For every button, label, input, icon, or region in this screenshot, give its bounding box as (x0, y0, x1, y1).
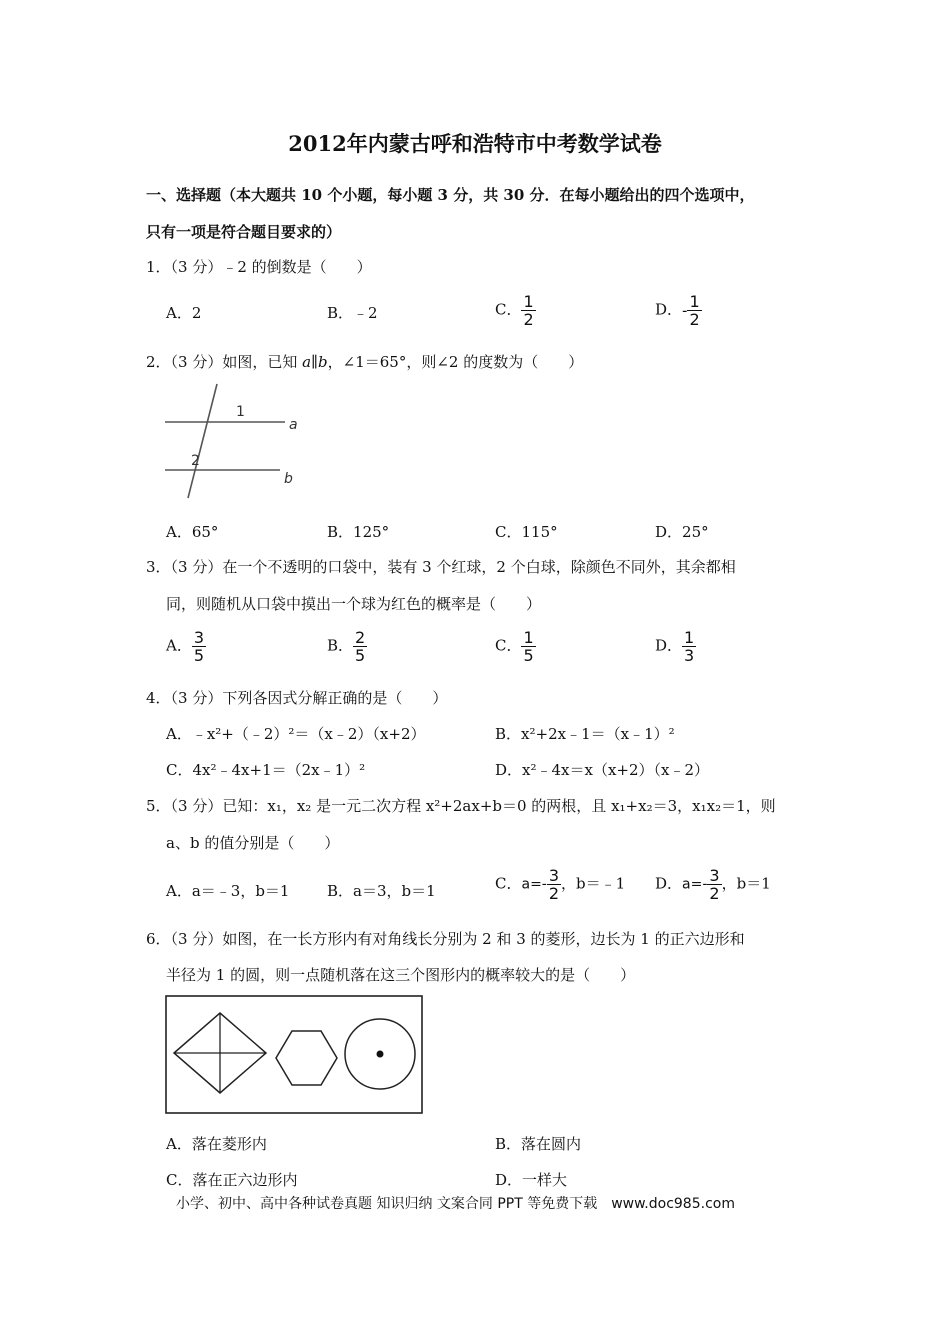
q1-option-c-label: C． (495, 300, 522, 319)
q2-option-b: B．125° (327, 523, 390, 541)
q6-option-c: C．落在正六边形内 (166, 1171, 298, 1189)
fraction-numerator: 1 (523, 628, 534, 647)
parallel-lines-figure (160, 380, 310, 500)
option-label: B． (327, 636, 354, 655)
q2-stem (146, 351, 583, 372)
q1-option-c-fraction (521, 293, 535, 328)
q1-option-d-label: D． (655, 300, 683, 319)
page-title: 2012年内蒙古呼和浩特市中考数学试卷 (288, 131, 662, 156)
q5-option-c-fraction (547, 867, 561, 902)
q1-option-b: B．﹣2 (327, 304, 378, 322)
q3-option-c-fraction (521, 629, 535, 664)
q4-option-d: D．x²﹣4x＝x（x+2）（x﹣2） (495, 761, 710, 779)
q3-option-b (327, 629, 367, 664)
q3-option-d (655, 629, 696, 664)
q3-option-a (166, 629, 206, 664)
a-equals-minus: a=- (682, 876, 708, 893)
fraction-numerator: 3 (193, 628, 205, 647)
q1-stem: 1．（3 分）﹣2 的倒数是（ ） (146, 258, 372, 276)
q3-option-a-fraction (192, 629, 206, 664)
fraction-numerator: 1 (523, 292, 534, 311)
fraction-denominator: 5 (193, 646, 205, 665)
q1-option-c (495, 293, 536, 328)
option-tail: ，b＝1 (721, 874, 771, 893)
option-label: C． (495, 874, 522, 893)
q1-option-a: A．2 (166, 304, 202, 322)
q5-option-d-fraction (707, 867, 721, 902)
fraction-denominator: 2 (548, 884, 560, 903)
q1-option-d (655, 293, 702, 328)
fraction-numerator: 1 (689, 292, 700, 311)
fraction-denominator: 5 (523, 646, 534, 665)
option-label: D． (655, 636, 683, 655)
parallel-symbol: ∥ (311, 353, 319, 371)
q4-option-a: A．﹣x²+（﹣2）²＝（x﹣2）（x+2） (166, 725, 426, 743)
q3-option-c (495, 629, 536, 664)
rectangle-frame (166, 996, 422, 1113)
fraction-denominator: 3 (684, 646, 695, 665)
q6-option-d: D．一样大 (495, 1171, 568, 1189)
section-heading-line2: 只有一项是符合题目要求的） (146, 223, 342, 241)
var-b: b (318, 353, 328, 371)
q5-option-d (655, 867, 771, 902)
option-tail: ，b＝﹣1 (561, 874, 626, 893)
q6-option-b: B．落在圆内 (495, 1135, 582, 1153)
line-label-b: b (284, 471, 293, 487)
q5-stem-line1: 5．（3 分）已知：x₁，x₂ 是一元二次方程 x²+2ax+b＝0 的两根，且 x₁+x₂＝3，x₁x₂＝1，则 (146, 797, 776, 815)
hexagon-shape (276, 1031, 337, 1085)
q4-stem: 4．（3 分）下列各因式分解正确的是（ ） (146, 689, 448, 707)
q2-stem-pre: 2．（3 分）如图，已知 (146, 353, 303, 371)
q3-stem-line1: 3．（3 分）在一个不透明的口袋中，装有 3 个红球，2 个白球，除颜色不同外，其余都相 (146, 558, 736, 576)
fraction-denominator: 2 (689, 310, 700, 329)
angle-label-1: 1 (236, 404, 245, 420)
var-a: a (302, 353, 312, 371)
q6-stem-line1: 6．（3 分）如图，在一长方形内有对角线长分别为 2 和 3 的菱形，边长为 1 的正六边形和 (146, 930, 745, 948)
q5-option-b: B．a＝3，b＝1 (327, 882, 436, 900)
angle-label-2: 2 (191, 453, 200, 469)
minus-sign: - (682, 301, 688, 320)
option-label: A． (166, 636, 192, 655)
section-heading-line1: 一、选择题（本大题共 10 个小题，每小题 3 分，共 30 分．在每小题给出的四个选项中， (146, 186, 755, 204)
line-label-a: a (289, 417, 298, 433)
q6-option-a: A．落在菱形内 (166, 1135, 267, 1153)
q3-option-d-fraction (682, 629, 696, 664)
q5-stem-line2: a、b 的值分别是（ ） (166, 834, 340, 852)
option-label: D． (655, 874, 683, 893)
fraction-numerator: 2 (355, 628, 366, 647)
a-equals-minus: a=- (521, 876, 547, 893)
fraction-numerator: 1 (684, 628, 695, 647)
q2-option-a: A．65° (166, 523, 219, 541)
q3-option-b-fraction (353, 629, 367, 664)
fraction-numerator: 3 (548, 866, 560, 885)
q4-option-c: C．4x²﹣4x+1＝（2x﹣1）² (166, 761, 366, 779)
footer-ad-text: 小学、初中、高中各种试卷真题 知识归纳 文案合同 PPT 等免费下载 www.doc985.com (176, 1196, 735, 1212)
circle-center-dot (377, 1051, 384, 1058)
q3-stem-line2: 同，则随机从口袋中摸出一个球为红色的概率是（ ） (166, 595, 542, 613)
q6-stem-line2: 半径为 1 的圆，则一点随机落在这三个图形内的概率较大的是（ ） (166, 966, 636, 984)
q5-option-c (495, 867, 625, 902)
fraction-denominator: 5 (355, 646, 366, 665)
fraction-denominator: 2 (523, 310, 534, 329)
fraction-denominator: 2 (709, 884, 720, 903)
q2-stem-post: ，∠1＝65°，则∠2 的度数为（ ） (327, 353, 584, 371)
option-label: C． (495, 636, 522, 655)
fraction-numerator: 3 (709, 866, 720, 885)
q5-option-a: A．a＝﹣3，b＝1 (166, 882, 290, 900)
q2-option-d: D．25° (655, 523, 709, 541)
q4-option-b: B．x²+2x﹣1＝（x﹣1）² (495, 725, 675, 743)
q1-option-d-fraction (687, 293, 701, 328)
q2-option-c: C．115° (495, 523, 558, 541)
transversal-line (188, 384, 217, 498)
shapes-figure (165, 995, 425, 1115)
